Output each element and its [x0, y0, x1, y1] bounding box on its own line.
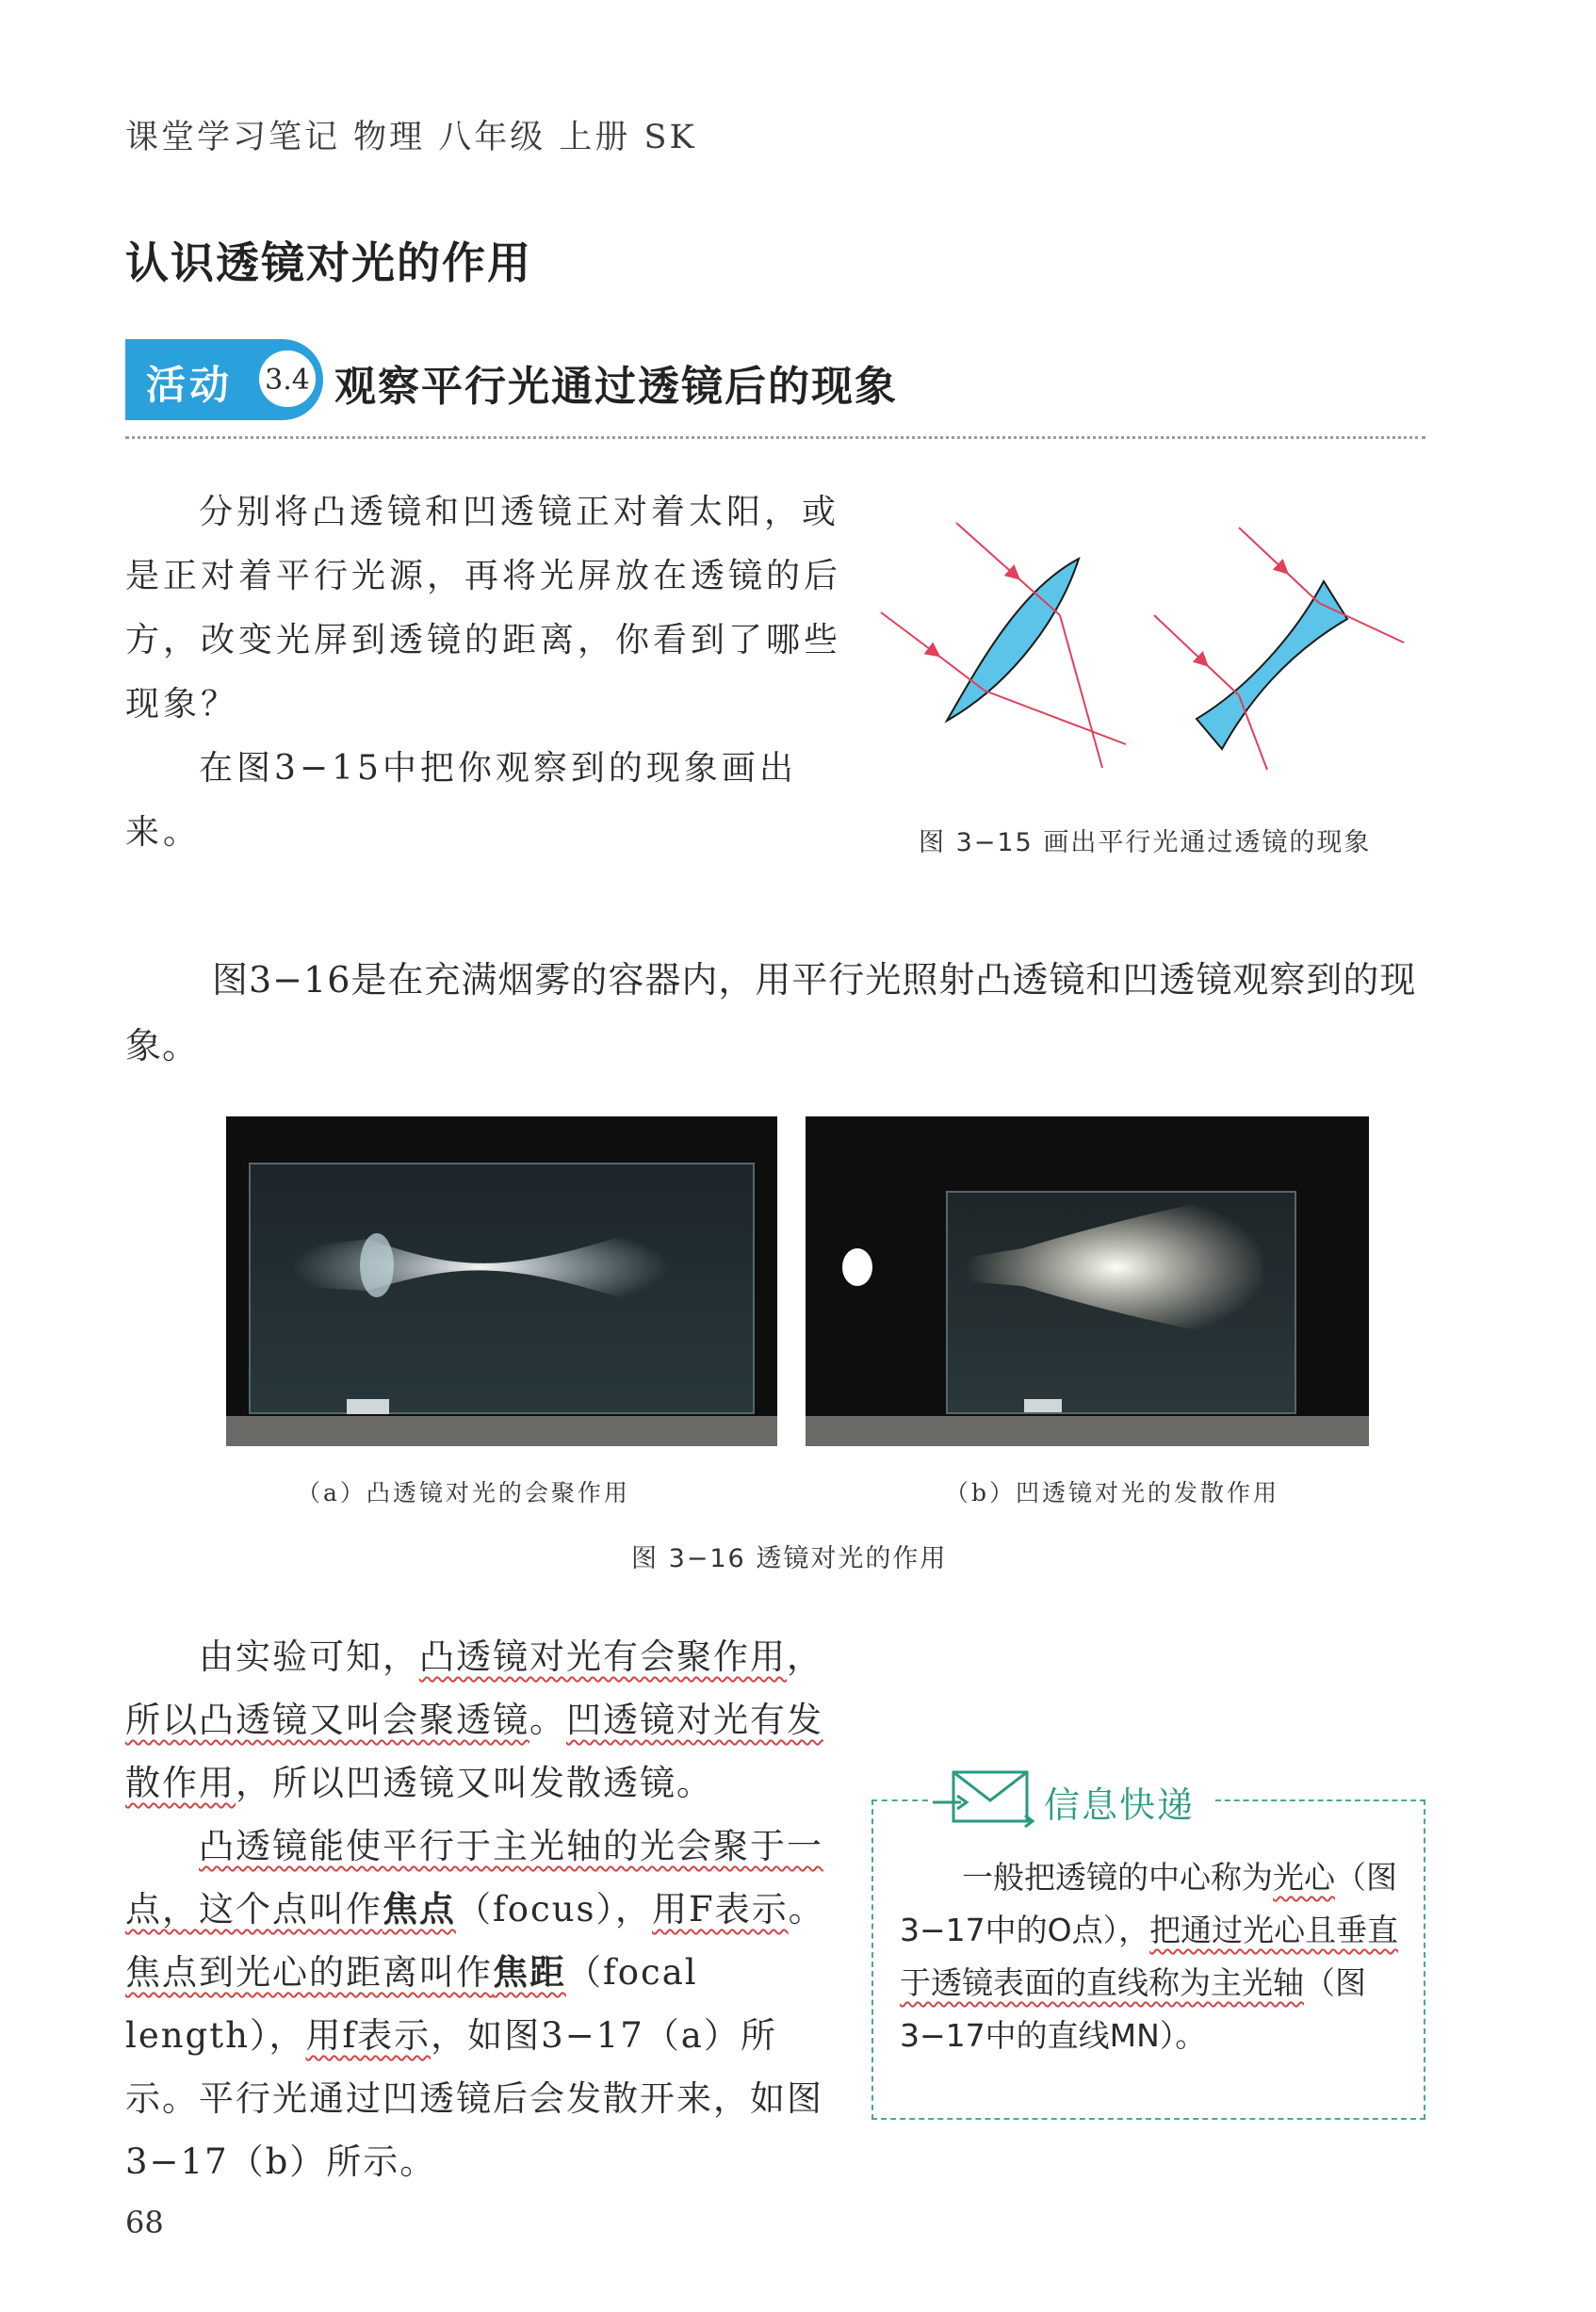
info-box-title: 信息快递	[1044, 1784, 1196, 1826]
highlight-focus-def: 凸透镜能使平行于主光轴的光会聚于一点，这个点叫作	[125, 1826, 823, 1929]
instruction-text: 分别将凸透镜和凹透镜正对着太阳，或是正对着平行光源，再将光屏放在透镜的后方，改变光屏到透镜的距离，你看到了哪些现象？	[125, 493, 842, 724]
convex-lens-photo-art	[226, 1116, 777, 1446]
text-span: 。	[529, 1700, 566, 1740]
ray-in-2	[881, 612, 937, 655]
ray-out-1	[1060, 615, 1102, 768]
convex-lens-shape	[947, 559, 1079, 721]
activity-banner	[125, 339, 1425, 420]
highlight-f-symbol: 用f表示	[305, 2015, 432, 2056]
figure-3-15-caption: 图 3−15 画出平行光通过透镜的现象	[919, 828, 1372, 857]
highlight-focal-length-def: 焦点到光心的距离叫作	[125, 1952, 493, 1993]
ray-in-1	[956, 523, 1018, 578]
ray-in-4	[1154, 615, 1206, 664]
conclusion-paragraph	[125, 1625, 841, 1815]
photo-convex-lens	[226, 1116, 777, 1446]
lens-explanation	[125, 1625, 841, 2193]
highlight-converging-lens: 所以凸透镜又叫会聚透镜	[125, 1700, 529, 1740]
highlight-F-symbol: 用F表示	[652, 1889, 789, 1929]
ray-out-4	[1239, 695, 1267, 770]
page-header: 课堂学习笔记 物理 八年级 上册 SK	[125, 119, 697, 156]
instruction-task: 在图3−15中把你观察到的现象画出来。	[125, 749, 797, 852]
intro-text: 图3−16是在充满烟雾的容器内，用平行光照射凸透镜和凹透镜观察到的现象。	[125, 959, 1417, 1066]
info-box-border	[871, 1799, 928, 1801]
photo-concave-lens	[806, 1116, 1369, 1446]
text-span: 一般把透镜的中心称为	[962, 1859, 1273, 1896]
envelope-icon	[933, 1767, 1036, 1832]
ray-in-3	[1239, 528, 1286, 572]
info-paragraph	[900, 1851, 1404, 2062]
figure-3-16a-caption: （a）凸透镜对光的会聚作用	[297, 1479, 630, 1506]
activity-instructions	[125, 480, 851, 865]
text-span: 由实验可知，	[199, 1636, 419, 1677]
figure-3-15-diagram	[871, 513, 1418, 777]
page-number: 68	[125, 2205, 164, 2240]
highlight-principal-axis: 把通过光心且垂直于透镜表面的直线称为主光轴	[900, 1912, 1399, 2001]
text-span: ，所以凹透镜又叫发散透镜。	[236, 1763, 713, 1803]
term-focus: 焦点	[383, 1888, 456, 1929]
text-span: ，	[787, 1636, 823, 1677]
focus-paragraph	[125, 1815, 841, 2193]
text-span: （图3−17中的直线MN）。	[900, 1964, 1366, 2054]
text-span: ，如图3−17（a）所示。平行光通过凹透镜后会发散开来，如图3−17（b）所示。	[125, 2015, 823, 2182]
term-focal-length: 焦距	[493, 1951, 566, 1993]
figure-3-16-intro	[125, 947, 1435, 1079]
section-title: 认识透镜对光的作用	[125, 237, 532, 288]
text-span: （图3−17中的O点），	[900, 1859, 1397, 1948]
info-box-text	[900, 1851, 1404, 2062]
activity-number: 3.4	[257, 349, 318, 409]
divider	[125, 436, 1425, 439]
highlight-convex-converges: 凸透镜对光有会聚作用	[419, 1636, 787, 1677]
activity-label: 活动	[146, 362, 234, 408]
highlight-optical-center: 光心	[1273, 1859, 1335, 1896]
highlight-concave-diverges: 凹透镜对光有发散作用	[125, 1700, 823, 1803]
concave-lens-photo-art	[806, 1116, 1369, 1446]
activity-title: 观察平行光通过透镜后的现象	[334, 363, 898, 411]
text-span: （focal length），	[125, 1952, 698, 2056]
ray-out-2	[985, 691, 1126, 744]
text-span: 。	[788, 1889, 825, 1929]
info-box-border	[1215, 1799, 1425, 1801]
figure-3-16b-caption: （b）凹透镜对光的发散作用	[945, 1479, 1280, 1506]
figure-3-16-caption: 图 3−16 透镜对光的作用	[631, 1544, 948, 1573]
activity-tab	[125, 339, 323, 420]
text-span: （focus），	[456, 1889, 653, 1929]
